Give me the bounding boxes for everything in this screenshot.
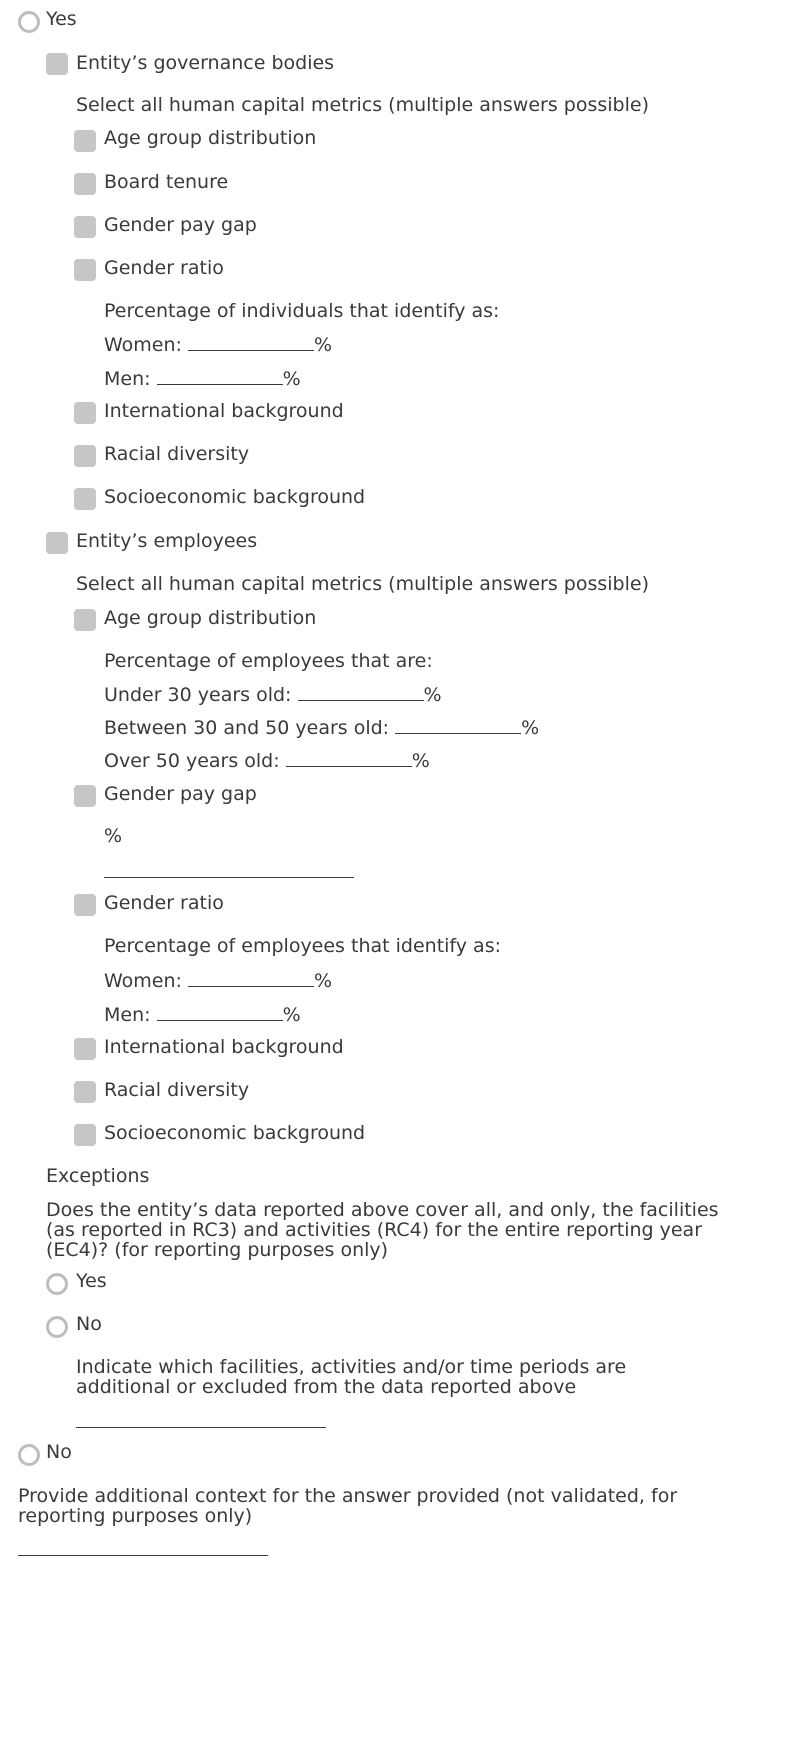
exceptions-question: Does the entity’s data reported above cover all, and only, the facilities (as reported in RC3) and activities (RC4) for the entire reporting year (EC4)? (for reporting purposes only) (46, 1199, 719, 1261)
emp-racial-label: Racial diversity (104, 1079, 250, 1101)
gov-men-unit: % (282, 368, 301, 390)
main-no-label: No (46, 1441, 72, 1463)
emp-ratio-prompt: Percentage of employees that identify as: (104, 935, 502, 957)
emp-paygap-unit: % (104, 825, 123, 847)
emp-paygap-label: Gender pay gap (104, 783, 257, 805)
employees-checkbox[interactable] (46, 532, 68, 554)
main-no-radio[interactable] (18, 1444, 40, 1466)
gov-intl-label: International background (104, 400, 344, 422)
exceptions-indicate: Indicate which facilities, activities and/or time periods are additional or excluded from the data reported above (76, 1356, 627, 1398)
exceptions-heading: Exceptions (46, 1165, 150, 1187)
gov-socio-checkbox[interactable] (74, 488, 96, 510)
gov-age-label: Age group distribution (104, 127, 317, 149)
gov-women-row (104, 332, 332, 357)
exceptions-no-label: No (76, 1313, 102, 1335)
gov-tenure-label: Board tenure (104, 171, 229, 193)
governance-instruction: Select all human capital metrics (multiple answers possible) (76, 94, 649, 116)
emp-intl-checkbox[interactable] (74, 1038, 96, 1060)
gov-men-row (104, 366, 301, 391)
emp-between-unit: % (521, 717, 540, 739)
gov-socio-label: Socioeconomic background (104, 486, 366, 508)
gov-ratio-label: Gender ratio (104, 257, 224, 279)
exceptions-yes-label: Yes (76, 1270, 107, 1292)
emp-under30-unit: % (423, 684, 442, 706)
emp-over50-unit: % (411, 750, 430, 772)
governance-label: Entity’s governance bodies (76, 52, 335, 74)
emp-over50-input[interactable] (286, 748, 412, 767)
gov-intl-checkbox[interactable] (74, 402, 96, 424)
emp-socio-checkbox[interactable] (74, 1124, 96, 1146)
emp-socio-label: Socioeconomic background (104, 1122, 366, 1144)
emp-men-unit: % (282, 1004, 301, 1026)
emp-age-prompt: Percentage of employees that are: (104, 650, 433, 672)
gov-racial-checkbox[interactable] (74, 445, 96, 467)
main-yes-label: Yes (46, 8, 77, 30)
gov-women-label: Women: (104, 334, 182, 356)
exceptions-yes-radio[interactable] (46, 1273, 68, 1295)
emp-between-label: Between 30 and 50 years old: (104, 717, 390, 739)
emp-over50-label: Over 50 years old: (104, 750, 280, 772)
gov-paygap-label: Gender pay gap (104, 214, 257, 236)
emp-ratio-checkbox[interactable] (74, 894, 96, 916)
gov-paygap-checkbox[interactable] (74, 216, 96, 238)
emp-under30-input[interactable] (298, 682, 424, 701)
gov-tenure-checkbox[interactable] (74, 173, 96, 195)
emp-between-input[interactable] (395, 715, 521, 734)
emp-age-label: Age group distribution (104, 607, 317, 629)
emp-under30-label: Under 30 years old: (104, 684, 292, 706)
emp-ratio-label: Gender ratio (104, 892, 224, 914)
context-prompt: Provide additional context for the answer provided (not validated, for reporting purposes only) (18, 1485, 678, 1527)
emp-women-input[interactable] (188, 968, 314, 987)
emp-women-label: Women: (104, 970, 182, 992)
emp-women-unit: % (314, 970, 333, 992)
exceptions-no-radio[interactable] (46, 1316, 68, 1338)
governance-checkbox[interactable] (46, 53, 68, 75)
emp-paygap-checkbox[interactable] (74, 785, 96, 807)
gov-racial-label: Racial diversity (104, 443, 250, 465)
gov-men-input[interactable] (157, 366, 283, 385)
gov-women-unit: % (314, 334, 333, 356)
employees-label: Entity’s employees (76, 530, 258, 552)
gov-age-checkbox[interactable] (74, 130, 96, 152)
emp-women-row (104, 968, 332, 993)
emp-men-row (104, 1002, 301, 1027)
emp-men-label: Men: (104, 1004, 151, 1026)
main-yes-radio[interactable] (18, 11, 40, 33)
gov-women-input[interactable] (188, 332, 314, 351)
employees-instruction: Select all human capital metrics (multiple answers possible) (76, 573, 649, 595)
emp-intl-label: International background (104, 1036, 344, 1058)
emp-under30-row (104, 682, 442, 707)
emp-racial-checkbox[interactable] (74, 1081, 96, 1103)
emp-over50-row (104, 748, 430, 773)
emp-paygap-input[interactable] (104, 877, 354, 878)
context-input[interactable] (18, 1555, 268, 1556)
emp-men-input[interactable] (157, 1002, 283, 1021)
gov-men-label: Men: (104, 368, 151, 390)
gov-ratio-checkbox[interactable] (74, 259, 96, 281)
emp-age-checkbox[interactable] (74, 609, 96, 631)
emp-between-row (104, 715, 539, 740)
exceptions-indicate-input[interactable] (76, 1427, 326, 1428)
gov-ratio-prompt: Percentage of individuals that identify as: (104, 300, 500, 322)
